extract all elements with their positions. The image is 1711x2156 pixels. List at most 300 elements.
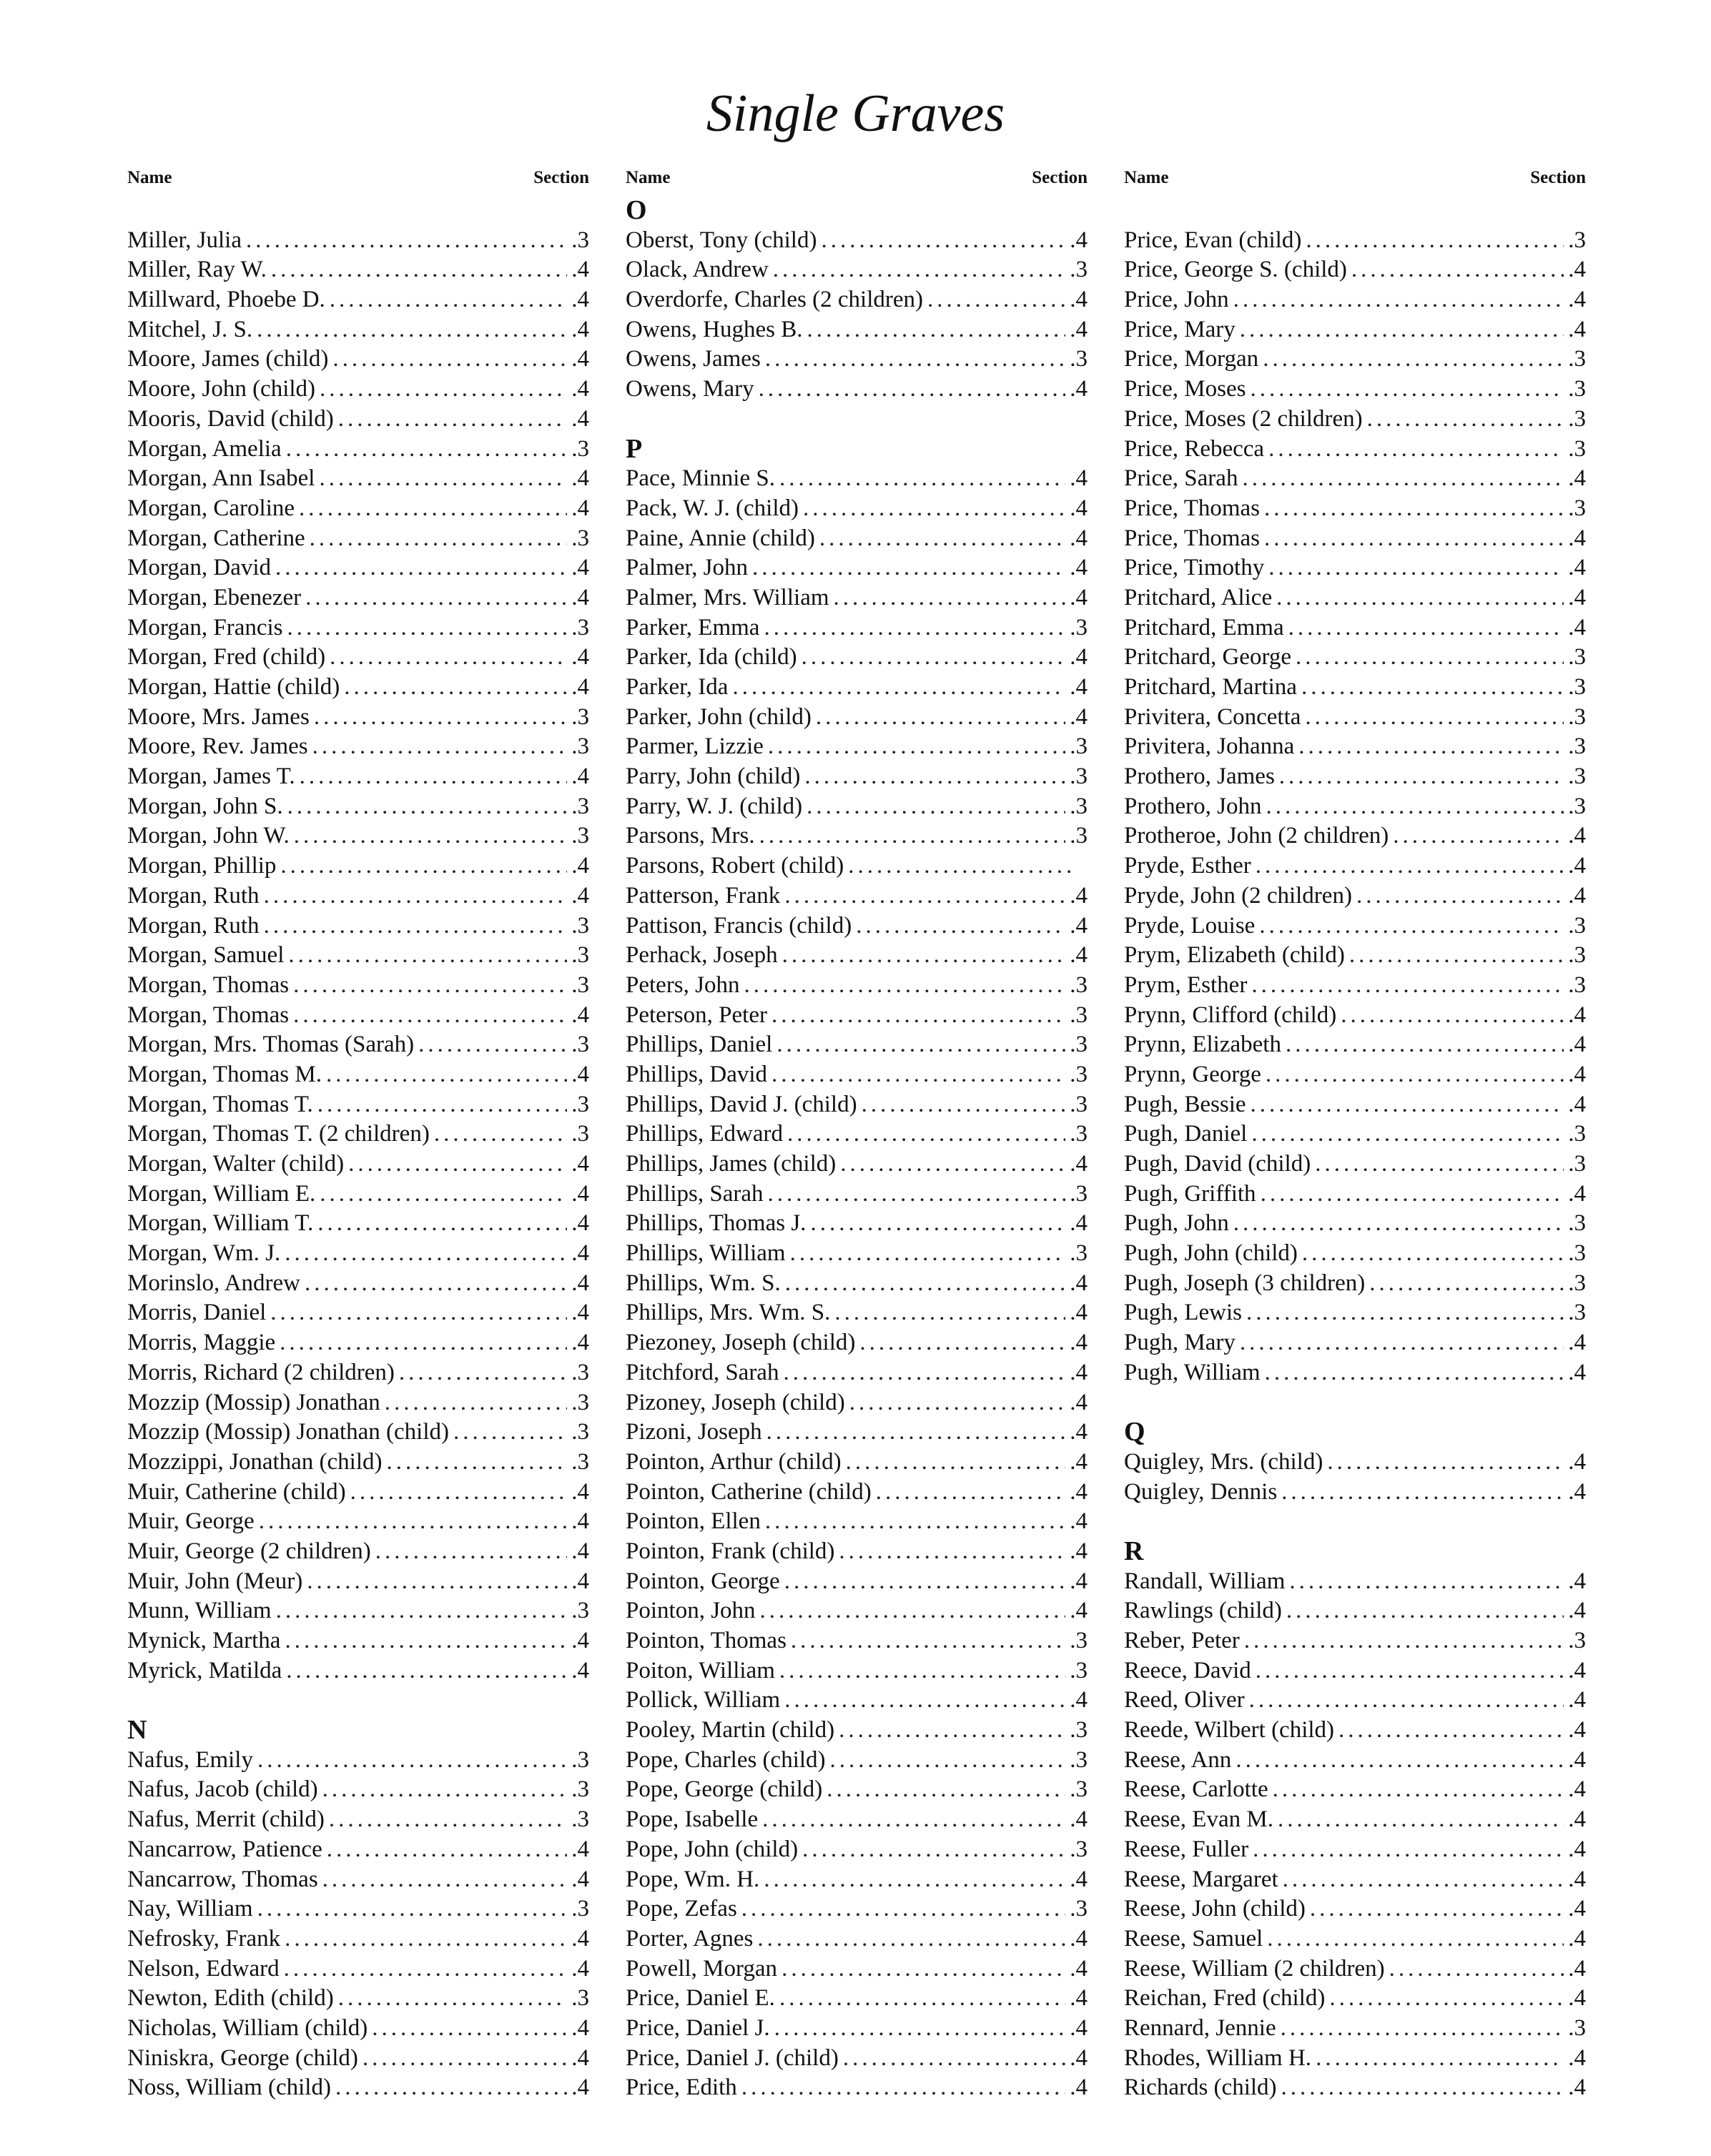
entry-section: .4 <box>1070 1270 1088 1296</box>
entry-section: .4 <box>1568 1955 1586 1982</box>
entry-name: Morgan, Thomas T. <box>127 1091 313 1117</box>
entry-name: Price, George S. (child) <box>1124 257 1347 283</box>
entry-name: Pattison, Francis (child) <box>626 912 852 939</box>
entry-section: .3 <box>571 1448 589 1475</box>
entry-section: .4 <box>571 1478 589 1505</box>
grave-entry <box>626 971 1088 1001</box>
entry-section: .3 <box>571 1091 589 1117</box>
dot-leader <box>1276 583 1564 613</box>
grave-entry <box>1124 971 1586 1001</box>
dot-leader <box>765 1507 1065 1537</box>
grave-entry <box>1124 1716 1586 1746</box>
dot-leader <box>827 1775 1065 1805</box>
entry-name: Price, Morgan <box>1124 346 1259 372</box>
dot-leader <box>286 1656 567 1686</box>
dot-leader <box>1268 553 1564 583</box>
grave-entry <box>626 464 1088 494</box>
entry-section: .4 <box>1568 2075 1586 2101</box>
grave-entry <box>127 405 589 435</box>
entry-section: .4 <box>1568 1091 1586 1117</box>
dot-leader <box>271 255 567 285</box>
entry-name: Rennard, Jennie <box>1124 2014 1276 2041</box>
dot-leader <box>305 1269 567 1299</box>
entry-name: Price, Evan (child) <box>1124 227 1302 253</box>
grave-entry <box>127 762 589 792</box>
entry-name: Price, Thomas <box>1124 495 1261 521</box>
entry-section: .4 <box>1568 1985 1586 2012</box>
entry-name: Palmer, Mrs. William <box>626 584 829 610</box>
grave-entry <box>626 524 1088 554</box>
dot-leader <box>1327 1448 1564 1478</box>
grave-entry <box>127 1388 589 1418</box>
grave-entry <box>127 1596 589 1626</box>
grave-entry <box>1124 1686 1586 1716</box>
entry-name: Morgan, Hattie (child) <box>127 674 340 700</box>
entry-section: .4 <box>1568 1717 1586 1744</box>
entry-name: Reese, Carlotte <box>1124 1776 1268 1803</box>
dot-leader <box>1251 971 1564 1001</box>
entry-name: Pritchard, George <box>1124 644 1291 671</box>
entry-section: .3 <box>1070 1746 1088 1773</box>
entry-section: .3 <box>1070 1061 1088 1087</box>
entry-name: Moore, James (child) <box>127 346 329 372</box>
grave-entry <box>1124 1954 1586 1984</box>
entry-name: Pritchard, Emma <box>1124 614 1284 641</box>
entry-section: .3 <box>1070 1180 1088 1207</box>
entry-section: .4 <box>1070 1955 1088 1982</box>
entry-name: Pointon, Arthur (child) <box>626 1448 842 1475</box>
grave-entry <box>626 1448 1088 1478</box>
dot-leader <box>330 285 567 315</box>
dot-leader <box>372 2014 567 2044</box>
entry-name: Phillips, Mrs. Wm. S. <box>626 1300 831 1326</box>
grave-entry <box>127 1924 589 1954</box>
entry-name: Nancarrow, Thomas <box>127 1866 318 1892</box>
dot-leader <box>257 1894 568 1924</box>
entry-section: .3 <box>571 1806 589 1833</box>
dot-leader <box>785 1269 1066 1299</box>
entry-section: .4 <box>1568 1925 1586 1952</box>
dot-leader <box>310 524 568 554</box>
grave-entry <box>1124 1478 1586 1508</box>
grave-entry <box>626 553 1088 583</box>
entry-name: Morgan, James T. <box>127 763 295 790</box>
dot-leader <box>305 583 567 613</box>
dot-leader <box>779 1984 1065 2014</box>
dot-leader <box>773 255 1065 285</box>
grave-entry <box>626 1805 1088 1835</box>
entry-section: .4 <box>1568 1687 1586 1714</box>
grave-entry <box>127 851 589 881</box>
entry-name: Morgan, Thomas M. <box>127 1061 322 1087</box>
entry-section: .4 <box>1070 1389 1088 1415</box>
grave-entry <box>1124 1180 1586 1210</box>
entry-name: Protheroe, John (2 children) <box>1124 823 1389 849</box>
entry-name: Pizoni, Joseph <box>626 1419 762 1445</box>
entry-name: Pointon, Frank (child) <box>626 1538 835 1564</box>
entry-name: Phillips, James (child) <box>626 1151 837 1177</box>
grave-entry <box>626 1090 1088 1120</box>
dot-leader <box>246 226 567 256</box>
entry-name: Moore, Rev. James <box>127 733 308 760</box>
entry-name: Price, Sarah <box>1124 465 1238 492</box>
entry-name: Nay, William <box>127 1896 253 1922</box>
entry-name: Myrick, Matilda <box>127 1657 282 1683</box>
entry-section: .3 <box>1070 1836 1088 1862</box>
dot-leader <box>1310 1894 1564 1924</box>
entry-name: Morgan, Caroline <box>127 495 295 521</box>
dot-leader <box>1329 1984 1564 2014</box>
grave-entry <box>626 792 1088 822</box>
dot-leader <box>790 1239 1066 1269</box>
entry-section: .4 <box>1070 912 1088 939</box>
entry-section: .4 <box>571 1866 589 1892</box>
grave-entry <box>127 732 589 762</box>
grave-entry <box>626 1716 1088 1746</box>
entry-section: .3 <box>571 1598 589 1624</box>
entry-section: .3 <box>1070 1002 1088 1028</box>
entry-name: Muir, Catherine (child) <box>127 1478 346 1505</box>
grave-entry <box>127 553 589 583</box>
entry-name: Morgan, David <box>127 555 272 581</box>
entry-name: Morgan, William T. <box>127 1210 314 1237</box>
dot-leader <box>330 643 567 673</box>
entry-name: Muir, George (2 children) <box>127 1538 371 1564</box>
entry-name: Quigley, Mrs. (child) <box>1124 1448 1323 1475</box>
entry-name: Price, Moses (2 children) <box>1124 405 1363 432</box>
entry-name: Oberst, Tony (child) <box>626 227 817 253</box>
grave-entry <box>626 1119 1088 1149</box>
entry-section: .4 <box>1070 287 1088 313</box>
entry-section: .4 <box>1070 644 1088 671</box>
entry-section: .3 <box>571 1419 589 1445</box>
dot-leader <box>787 1119 1065 1149</box>
grave-entry <box>1124 673 1586 703</box>
grave-entry <box>127 2014 589 2044</box>
entry-section: .4 <box>571 853 589 879</box>
entry-name: Phillips, Daniel <box>626 1032 773 1058</box>
dot-leader <box>1369 1269 1564 1299</box>
entry-name: Mynick, Martha <box>127 1628 281 1653</box>
dot-leader <box>821 226 1065 256</box>
grave-entry <box>127 1209 589 1239</box>
entry-section: .4 <box>571 257 589 283</box>
dot-leader <box>1278 1805 1564 1835</box>
dot-leader <box>312 732 568 762</box>
entry-section: .4 <box>571 1180 589 1207</box>
entry-section: .4 <box>1070 1687 1088 1714</box>
grave-entry <box>626 1656 1088 1686</box>
header-name-label: Name <box>626 168 671 187</box>
entry-section: .4 <box>1070 1478 1088 1505</box>
dot-leader <box>1251 1090 1564 1120</box>
entry-name: Price, Moses <box>1124 376 1246 402</box>
grave-entry <box>1124 1567 1586 1597</box>
entry-name: Pope, George (child) <box>626 1776 823 1803</box>
entry-name: Parmer, Lizzie <box>626 733 764 760</box>
entry-section: .4 <box>571 495 589 521</box>
entry-name: Pugh, Joseph (3 children) <box>1124 1270 1366 1296</box>
grave-entry <box>1124 1775 1586 1805</box>
dot-leader <box>1393 821 1564 851</box>
dot-leader <box>259 1507 568 1537</box>
entry-section: .3 <box>1070 1032 1088 1058</box>
dot-leader <box>1356 881 1564 911</box>
entry-section: .4 <box>571 465 589 492</box>
dot-leader <box>1281 1478 1564 1508</box>
entry-name: Prynn, Clifford (child) <box>1124 1002 1337 1028</box>
dot-leader <box>317 1090 568 1120</box>
dot-leader <box>744 971 1066 1001</box>
grave-entry <box>626 1894 1088 1924</box>
entry-section: .3 <box>571 1389 589 1415</box>
entry-section: .4 <box>571 882 589 909</box>
entry-name: Prym, Esther <box>1124 971 1248 998</box>
dot-leader <box>270 1298 567 1328</box>
entry-section: .4 <box>1568 614 1586 641</box>
entry-name: Parker, John (child) <box>626 703 812 730</box>
entry-name: Miller, Ray W. <box>127 257 267 283</box>
dot-leader <box>1261 1180 1564 1210</box>
entry-section: .3 <box>1568 1210 1586 1237</box>
entry-name: Piezoney, Joseph (child) <box>626 1330 856 1356</box>
grave-entry <box>127 1626 589 1656</box>
entry-section: .3 <box>571 823 589 849</box>
grave-entry <box>1124 941 1586 971</box>
entry-section: .4 <box>1070 674 1088 700</box>
entry-section: .4 <box>1070 1151 1088 1177</box>
grave-entry <box>127 1149 589 1180</box>
grave-entry <box>127 1835 589 1865</box>
dot-leader <box>257 1746 567 1776</box>
dot-leader <box>1305 703 1564 733</box>
entry-name: Pizoney, Joseph (child) <box>626 1389 845 1415</box>
dot-leader <box>363 2044 567 2074</box>
entry-name: Reese, Margaret <box>1124 1866 1278 1892</box>
entry-section: .3 <box>1568 763 1586 790</box>
entry-name: Pugh, Mary <box>1124 1330 1236 1356</box>
entry-name: Owens, Hughes B. <box>626 316 803 342</box>
entry-name: Reese, Fuller <box>1124 1836 1249 1862</box>
entry-section: .3 <box>1568 733 1586 760</box>
entry-name: Pugh, John <box>1124 1210 1229 1237</box>
grave-entry <box>127 464 589 494</box>
entry-section: .4 <box>571 1508 589 1535</box>
entry-section: .3 <box>1070 1091 1088 1117</box>
dot-leader <box>1351 255 1564 285</box>
grave-entry <box>1124 762 1586 792</box>
dot-leader <box>771 1060 1065 1090</box>
entry-name: Rawlings (child) <box>1124 1598 1282 1624</box>
dot-leader <box>1389 1954 1564 1984</box>
grave-entry <box>1124 583 1586 613</box>
entry-name: Palmer, John <box>626 555 748 581</box>
dot-leader <box>1268 435 1564 465</box>
grave-entry <box>127 1269 589 1299</box>
entry-name: Morris, Maggie <box>127 1330 276 1356</box>
entry-name: Morris, Daniel <box>127 1300 267 1326</box>
dot-leader <box>1301 673 1564 703</box>
grave-entry <box>626 1030 1088 1060</box>
entry-name: Nefrosky, Frank <box>127 1925 281 1952</box>
entry-section: .3 <box>1070 257 1088 283</box>
dot-leader <box>765 345 1065 375</box>
grave-entry <box>1124 1924 1586 1954</box>
entry-name: Morgan, Catherine <box>127 525 305 551</box>
entry-name: Pope, Charles (child) <box>626 1746 826 1773</box>
grave-entry <box>626 703 1088 733</box>
entry-section: .3 <box>1568 495 1586 521</box>
dot-leader <box>300 762 568 792</box>
header-section-label: Section <box>1032 168 1088 187</box>
grave-entry <box>127 345 589 375</box>
entry-section: .4 <box>1568 1180 1586 1207</box>
entry-section: .4 <box>1070 1300 1088 1326</box>
entry-name: Millward, Phoebe D. <box>127 287 325 313</box>
dot-leader <box>1279 762 1564 792</box>
entry-section: .4 <box>1568 1806 1586 1833</box>
entry-section: .4 <box>571 2044 589 2071</box>
grave-entry <box>1124 226 1586 256</box>
entry-name: Privitera, Concetta <box>1124 703 1301 730</box>
entry-section: .3 <box>1568 1270 1586 1296</box>
dot-leader <box>741 2073 1065 2103</box>
entry-name: Nafus, Emily <box>127 1746 253 1773</box>
entry-section: .4 <box>1568 1746 1586 1773</box>
entry-name: Pugh, Lewis <box>1124 1300 1242 1326</box>
dot-leader <box>288 941 567 971</box>
entry-section: .4 <box>1568 1776 1586 1803</box>
grave-entry <box>127 1775 589 1805</box>
entry-name: Moore, Mrs. James <box>127 703 310 730</box>
entry-name: Morgan, William E. <box>127 1180 316 1207</box>
grave-entry <box>1124 1001 1586 1031</box>
dot-leader <box>876 1478 1066 1508</box>
dot-leader <box>285 1239 567 1269</box>
grave-entry <box>1124 881 1586 911</box>
dot-leader <box>1306 226 1564 256</box>
entry-section: .3 <box>1070 823 1088 849</box>
grave-entry <box>127 1180 589 1210</box>
grave-entry <box>626 1686 1088 1716</box>
entry-name: Pritchard, Alice <box>1124 584 1273 610</box>
grave-entry <box>626 762 1088 792</box>
entry-section: .3 <box>1568 227 1586 253</box>
entry-name: Morgan, Samuel <box>127 942 285 969</box>
letter-heading: O <box>626 195 647 225</box>
grave-entry <box>626 1626 1088 1656</box>
entry-name: Morgan, Thomas <box>127 1002 290 1028</box>
entry-section: .4 <box>571 1300 589 1326</box>
grave-entry <box>1124 1030 1586 1060</box>
dot-leader <box>741 1894 1065 1924</box>
entry-section: .4 <box>1070 525 1088 551</box>
entry-section: .4 <box>1568 1598 1586 1624</box>
entry-section: .3 <box>1568 376 1586 402</box>
entry-section: .4 <box>571 584 589 610</box>
entry-section: .4 <box>571 1628 589 1653</box>
entry-section: .4 <box>1070 1448 1088 1475</box>
dot-leader <box>387 1448 568 1478</box>
entry-section: .4 <box>1070 1538 1088 1564</box>
entry-name: Morgan, Francis <box>127 614 283 641</box>
section-gap <box>127 1686 589 1716</box>
entry-name: Pope, John (child) <box>626 1836 799 1862</box>
entry-name: Parker, Ida <box>626 674 729 700</box>
entry-name: Reece, David <box>1124 1657 1251 1683</box>
grave-entry <box>127 226 589 256</box>
dot-leader <box>319 464 567 494</box>
grave-entry <box>626 1567 1088 1597</box>
entry-section: .4 <box>571 316 589 342</box>
entry-section: .3 <box>1568 942 1586 969</box>
grave-entry <box>127 1865 589 1895</box>
entry-name: Reese, Samuel <box>1124 1925 1263 1952</box>
dot-leader <box>1302 1239 1564 1269</box>
dot-leader <box>264 911 568 941</box>
entry-name: Pointon, Ellen <box>626 1508 761 1535</box>
entry-section: .4 <box>1070 555 1088 581</box>
grave-entry <box>626 1775 1088 1805</box>
entry-name: Pack, W. J. (child) <box>626 495 799 521</box>
dot-leader <box>1256 851 1564 881</box>
entry-name: Phillips, William <box>626 1240 786 1267</box>
entry-section: .3 <box>571 733 589 760</box>
entry-section: .3 <box>1568 703 1586 730</box>
grave-entry <box>1124 792 1586 822</box>
grave-entry <box>1124 285 1586 315</box>
entry-name: Reese, Ann <box>1124 1746 1232 1773</box>
grave-entry <box>1124 1328 1586 1358</box>
grave-entry <box>626 375 1088 405</box>
entry-name: Pollick, William <box>626 1687 781 1714</box>
entry-name: Price, Rebecca <box>1124 435 1265 462</box>
entry-name: Morgan, Walter (child) <box>127 1151 345 1177</box>
dot-leader <box>766 1418 1066 1448</box>
entry-section: .3 <box>1070 1240 1088 1267</box>
entry-section: .4 <box>1568 1032 1586 1058</box>
entry-section: .4 <box>1070 1330 1088 1356</box>
entry-section: .3 <box>571 1359 589 1385</box>
entry-section: .3 <box>1070 1776 1088 1803</box>
grave-entry <box>1124 1209 1586 1239</box>
grave-entry <box>1124 1090 1586 1120</box>
entry-section: .4 <box>1568 1657 1586 1683</box>
entry-section: .3 <box>571 227 589 253</box>
grave-entry <box>1124 1119 1586 1149</box>
entry-name: Pugh, Bessie <box>1124 1091 1246 1117</box>
entry-section: .3 <box>1568 971 1586 998</box>
dot-leader <box>1281 2073 1564 2103</box>
dot-leader <box>1240 1328 1564 1358</box>
grave-entry <box>626 851 1088 881</box>
dot-leader <box>849 1388 1066 1418</box>
entry-section: .4 <box>571 346 589 372</box>
dot-leader <box>774 2014 1066 2044</box>
grave-entry <box>1124 1894 1586 1924</box>
entry-section: .4 <box>571 763 589 790</box>
entry-section: .3 <box>1070 971 1088 998</box>
entry-section: .3 <box>1568 644 1586 671</box>
grave-entry <box>1124 1060 1586 1090</box>
grave-entry <box>1124 315 1586 345</box>
grave-entry <box>127 2073 589 2103</box>
entry-section: .4 <box>1568 823 1586 849</box>
grave-entry <box>127 911 589 941</box>
dot-leader <box>276 1596 568 1626</box>
entry-section: .3 <box>571 1121 589 1147</box>
dot-leader <box>1250 375 1564 405</box>
